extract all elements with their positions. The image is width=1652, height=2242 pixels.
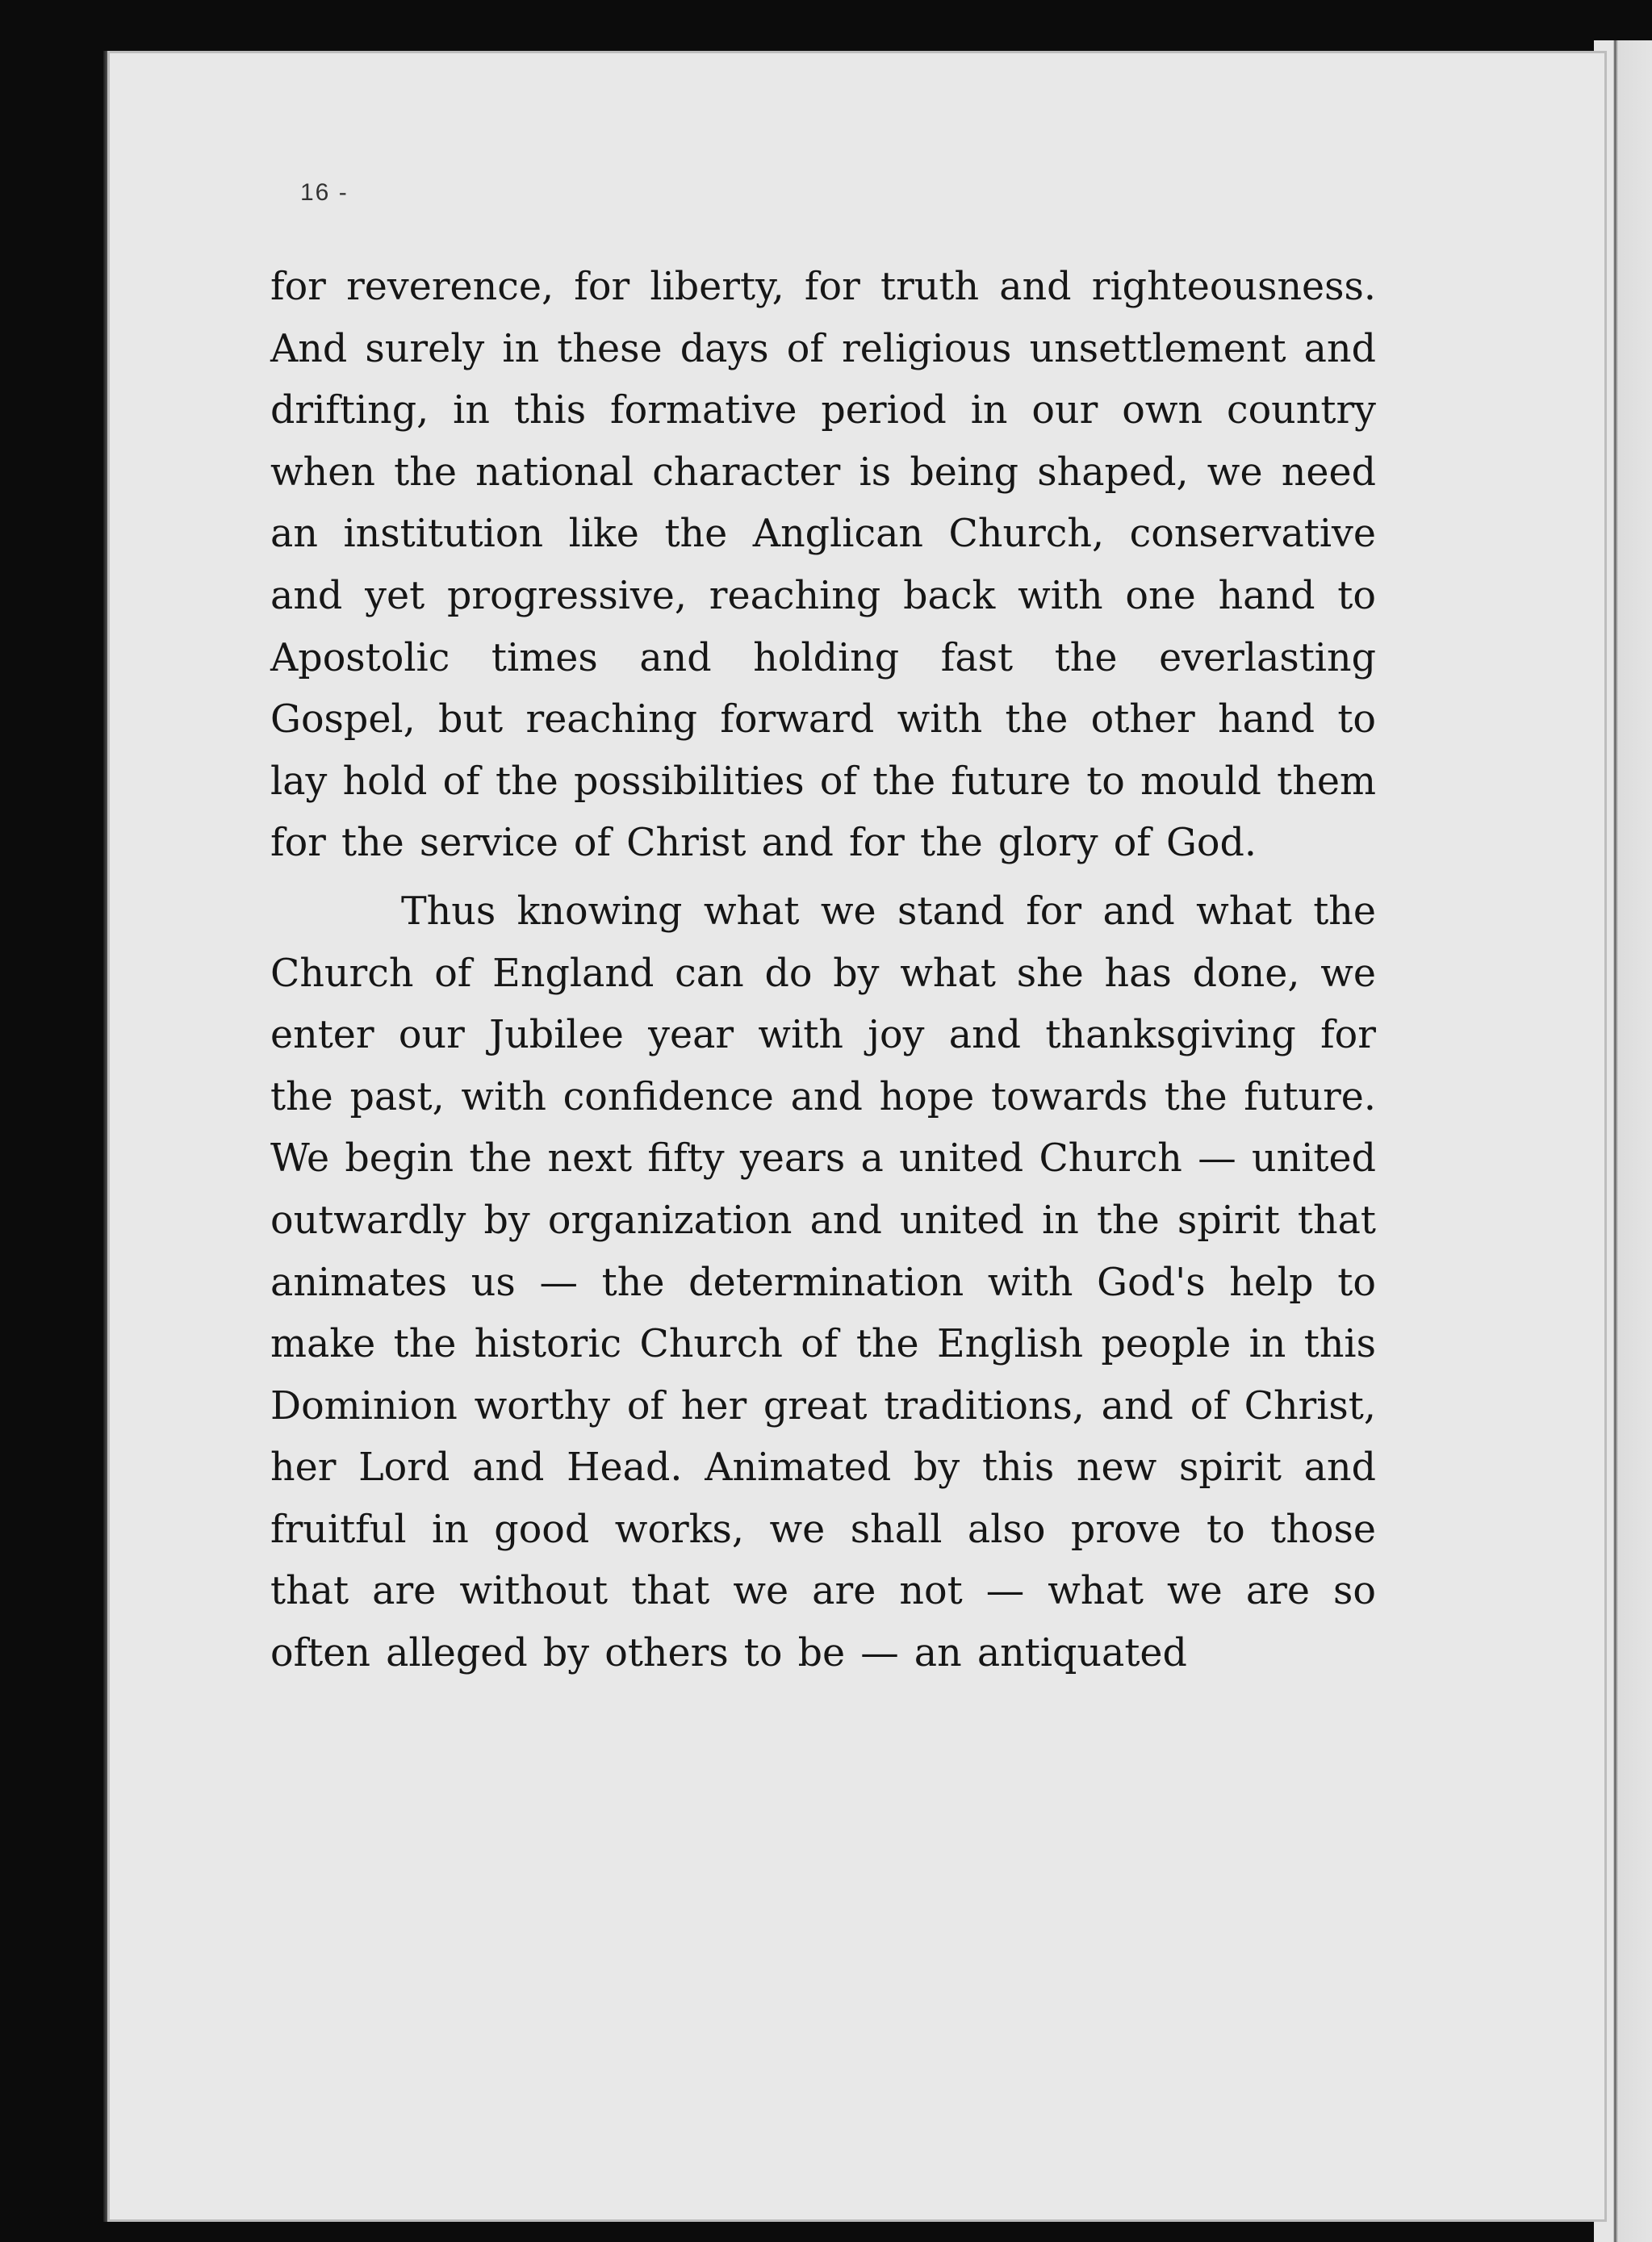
- page-number: 16 -: [300, 179, 349, 206]
- body-text: [270, 257, 1376, 1685]
- paragraph-continuation: for reverence, for liberty, for truth and righteousness. And surely in these days of religious unsettlement and drifting, in this formative period in our own country when the national character is being shaped, we need an institution like the Anglican Church, conservative and yet progressive, reaching back with one hand to Apostolic times and holding fast the everlasting Gospel, but reaching forward with the other hand to lay hold of the possibilities of the future to mould them for the service of Christ and for the glory of God.: [270, 265, 1376, 866]
- paragraph-jubilee: Thus knowing what we stand for and what the Church of England can do by what she has done, we enter our Jubilee year with joy and thanksgiving for the past, with confidence and hope towards the future. We begin the next fifty years a united Church — united outwardly by organization and united in the spirit that animates us — the determination with God's help to make the historic Church of the English people in this Dominion worthy of her great traditions, and of Christ, her Lord and Head. Animated by this new spirit and fruitful in good works, we shall also prove to those that are without that we are not — what we are so often alleged by others to be — an antiquated: [270, 889, 1376, 1676]
